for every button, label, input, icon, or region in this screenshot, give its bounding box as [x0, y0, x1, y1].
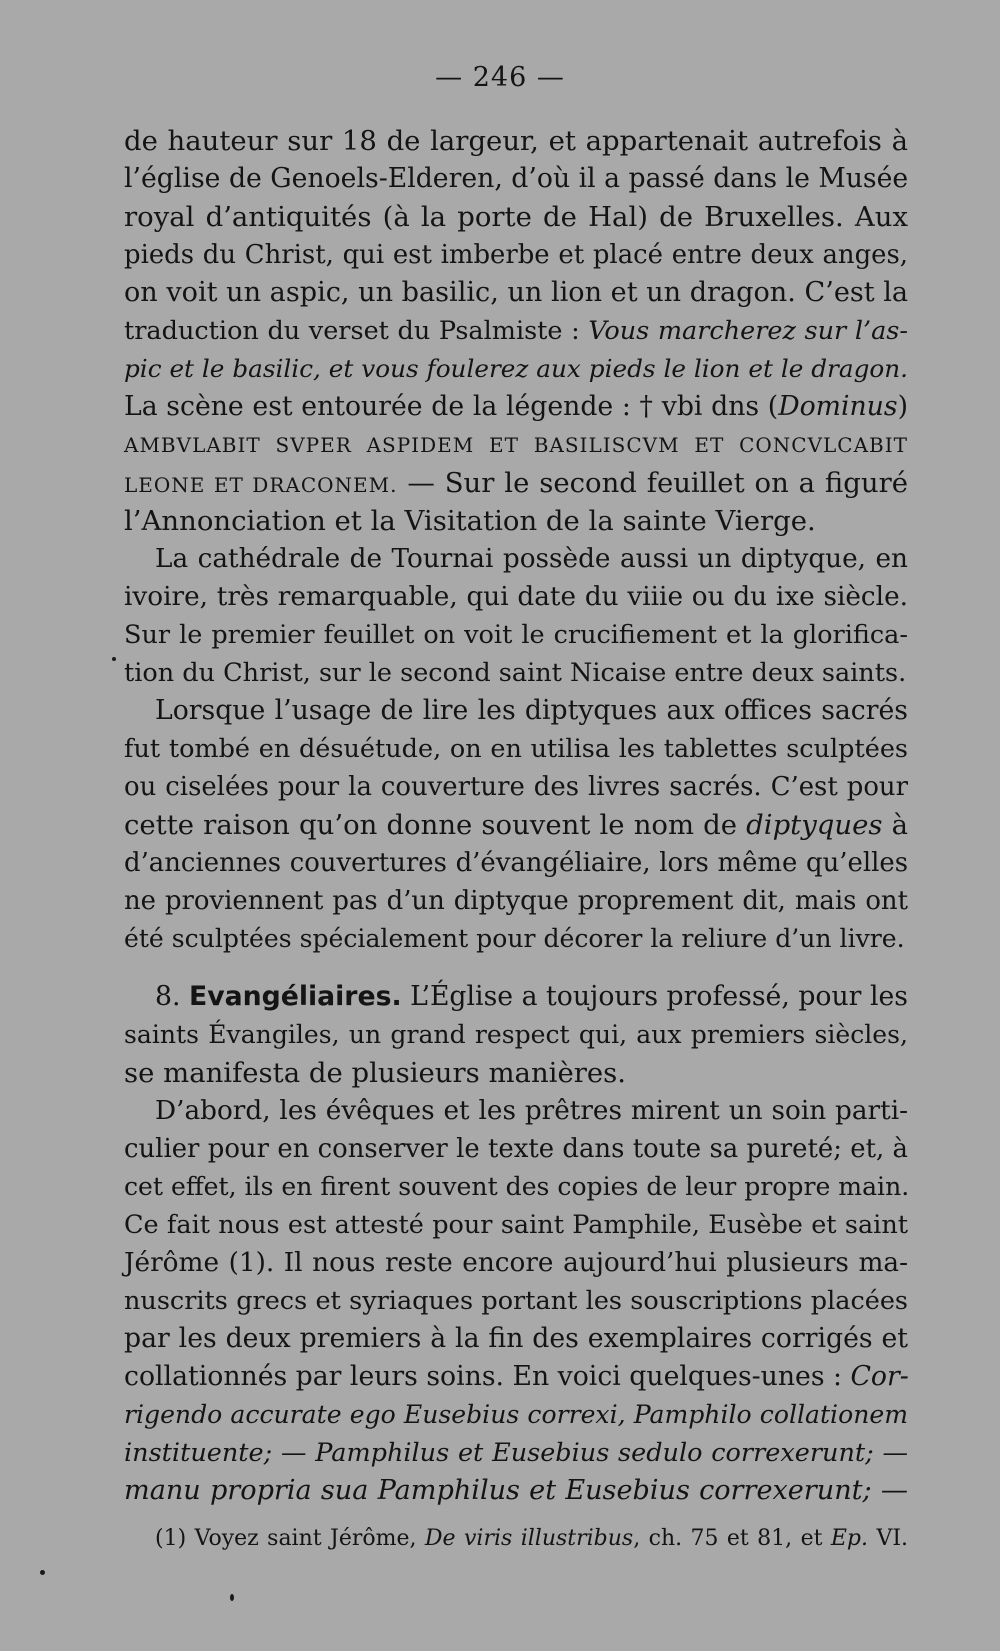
text-line: cet effet, ils en firent souvent des copies de leur propre main.	[124, 1172, 910, 1201]
italic-word: Cor-	[850, 1361, 909, 1392]
text-span: collationnés par leurs soins. En voici quelques-unes :	[124, 1361, 843, 1392]
italic-line: pic et le basilic, et vous foulerez aux pieds le lion et le dragon.	[124, 354, 908, 383]
text-line: royal d’antiquités (à la porte de Hal) de Bruxelles. Aux	[124, 201, 908, 233]
text-line: d’anciennes couvertures d’évangéliaire, lors même qu’elles	[124, 848, 908, 878]
text-line	[124, 464, 908, 502]
text-line: ivoire, très remarquable, qui date du viiie ou du ixe siècle.	[124, 582, 908, 612]
text-line	[124, 312, 908, 350]
paper-speck	[40, 1570, 45, 1575]
footnote-ep: Ep.	[830, 1526, 869, 1551]
italic-quote: Vous marcherez sur l’as-	[588, 316, 909, 346]
footnote-title: De viris illustribus	[424, 1526, 634, 1551]
section-title: Evangéliaires.	[189, 981, 402, 1012]
text-line: l’église de Genoels-Elderen, d’où il a passé dans le Musée	[124, 163, 909, 194]
footnote	[155, 1522, 908, 1556]
text-line: La cathédrale de Tournai possède aussi un diptyque, en	[155, 544, 908, 574]
paper-speck	[112, 657, 116, 661]
text-line	[124, 1358, 908, 1396]
text-line: D’abord, les évêques et les prêtres mirent un soin parti-	[155, 1096, 908, 1126]
text-span: L’Église a toujours professé, pour les	[410, 981, 909, 1012]
italic-line: manu propria sua Pamphilus et Eusebius correxerunt; —	[124, 1475, 908, 1506]
footnote-text: Voyez saint Jérôme,	[194, 1526, 417, 1551]
text-line: Ce fait nous est attesté pour saint Pamphile, Eusèbe et saint	[124, 1210, 908, 1240]
text-span: — Sur le second feuillet on a figuré	[407, 467, 908, 499]
text-span: traduction du verset du Psalmiste :	[124, 316, 580, 346]
footnote-text: VI.	[876, 1526, 909, 1551]
text-line: par les deux premiers à la fin des exemplaires corrigés et	[124, 1323, 908, 1354]
text-line: on voit un aspic, un basilic, un lion et un dragon. C’est la	[124, 277, 909, 308]
text-span: )	[897, 391, 908, 422]
paper-speck	[230, 1594, 234, 1601]
inscription-span: LEONE ET DRACONEM.	[124, 473, 398, 497]
text-line	[124, 806, 908, 844]
section-heading-line	[155, 978, 908, 1016]
text-line: ou ciselées pour la couverture des livres sacrés. C’est pour	[124, 772, 908, 802]
text-line: fut tombé en désuétude, on en utilisa les tablettes sculptées	[124, 734, 908, 764]
text-line: saints Évangiles, un grand respect qui, aux premiers siècles,	[124, 1020, 908, 1049]
text-line: Sur le premier feuillet on voit le crucifiement et la glorifica-	[124, 620, 908, 650]
text-span: à	[891, 809, 908, 841]
text-line: l’Annonciation et la Visitation de la sainte Vierge.	[124, 505, 816, 537]
page-number: — 246 —	[435, 62, 565, 93]
text-span: La scène est entourée de la légende : † vbi dns (	[124, 391, 779, 422]
text-line: culier pour en conserver le texte dans toute sa pureté; et, à	[124, 1134, 908, 1164]
footnote-text: , ch. 75 et 81, et	[633, 1526, 823, 1551]
text-line: de hauteur sur 18 de largeur, et appartenait autrefois à	[124, 125, 908, 157]
inscription-line: AMBVLABIT SVPER ASPIDEM ET BASILISCVM ET CONCVLCABIT	[124, 433, 908, 457]
italic-line: instituente; — Pamphilus et Eusebius sedulo correxerunt; —	[124, 1438, 908, 1468]
text-line: pieds du Christ, qui est imberbe et placé entre deux anges,	[124, 240, 908, 270]
text-line: été sculptées spécialement pour décorer la reliure d’un livre.	[124, 924, 905, 953]
text-line: se manifesta de plusieurs manières.	[124, 1057, 627, 1089]
text-span: cette raison qu’on donne souvent le nom de	[124, 809, 738, 841]
text-line: tion du Christ, sur le second saint Nicaise entre deux saints.	[124, 658, 907, 688]
footnote-marker: (1)	[155, 1526, 187, 1551]
italic-line: rigendo accurate ego Eusebius correxi, Pamphilo collationem	[124, 1400, 908, 1429]
section-number: 8.	[155, 981, 181, 1012]
italic-word: diptyques	[746, 809, 883, 841]
text-line: nuscrits grecs et syriaques portant les souscriptions placées	[124, 1286, 908, 1316]
text-line	[124, 388, 908, 426]
text-line: Jérôme (1). Il nous reste encore aujourd’hui plusieurs ma-	[124, 1248, 908, 1278]
text-line: ne proviennent pas d’un diptyque proprement dit, mais ont	[124, 886, 908, 916]
text-line: Lorsque l’usage de lire les diptyques aux offices sacrés	[155, 695, 908, 726]
italic-word: Dominus	[778, 391, 898, 422]
